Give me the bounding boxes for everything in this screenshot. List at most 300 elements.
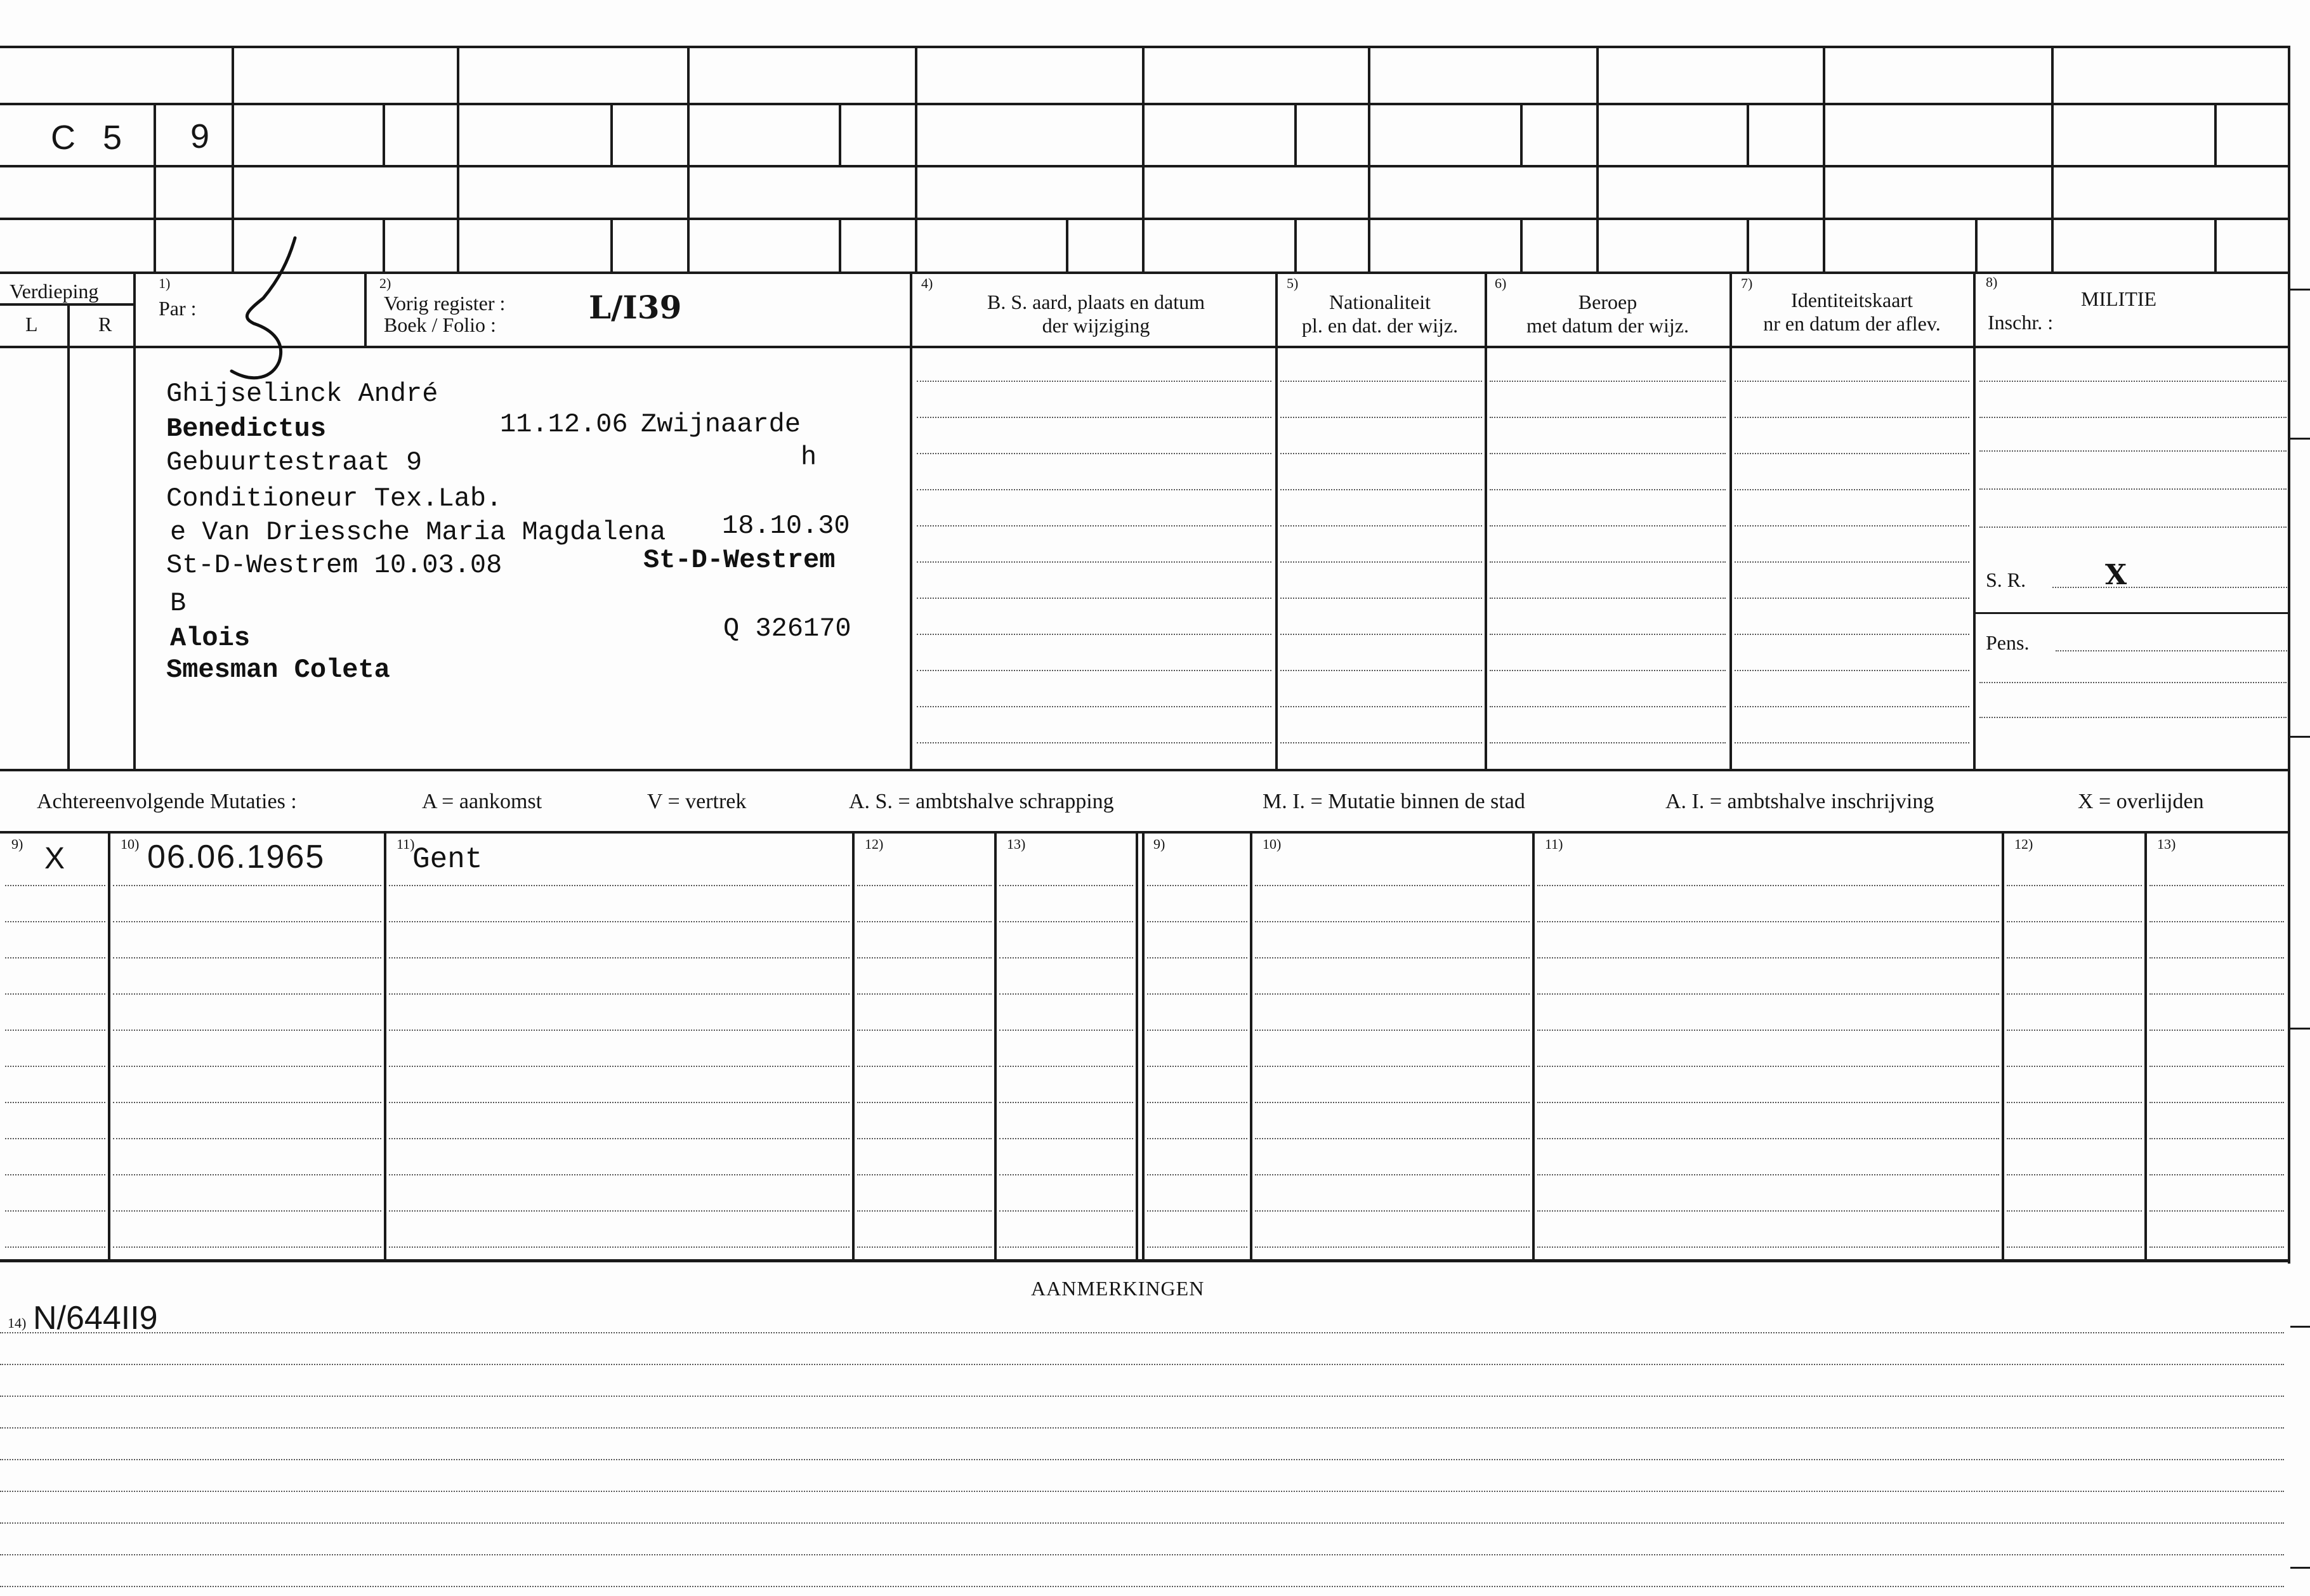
ruling-line bbox=[917, 561, 1271, 563]
mut-col-9-right: 9) bbox=[1153, 836, 1165, 852]
ruling-line bbox=[1280, 634, 1482, 635]
ruling-line bbox=[2149, 885, 2284, 886]
top-grid-subdivider bbox=[1294, 103, 1297, 165]
top-grid-subdivider bbox=[1975, 218, 1978, 271]
mutaties-title: Achtereenvolgende Mutaties : bbox=[37, 790, 297, 813]
top-grid-subdivider bbox=[1747, 218, 1749, 271]
ruling-line bbox=[389, 1138, 850, 1139]
ruling-line bbox=[5, 1246, 105, 1248]
ruling-line bbox=[1979, 527, 2287, 528]
vorig-number: 2) bbox=[379, 275, 391, 291]
nat-number: 5) bbox=[1287, 275, 1299, 291]
ruling-line bbox=[1735, 670, 1969, 671]
person-line5-date: 18.10.30 bbox=[722, 511, 850, 541]
ruling-line bbox=[999, 921, 1133, 922]
ruling-line bbox=[5, 885, 105, 886]
ruling-line bbox=[389, 957, 850, 958]
top-grid-divider bbox=[1596, 46, 1599, 271]
header-divider bbox=[1275, 271, 1278, 771]
ruling-line bbox=[2007, 885, 2142, 886]
header-divider bbox=[1973, 271, 1976, 771]
person-line6-place: St-D-Westrem 10.03.08 bbox=[166, 550, 502, 580]
ruling-line bbox=[1537, 1102, 1999, 1103]
ruling-line bbox=[1147, 921, 1247, 922]
top-grid-line bbox=[0, 103, 2290, 105]
ruling-line bbox=[1537, 885, 1999, 886]
header-divider bbox=[67, 303, 70, 771]
ruling-line bbox=[1490, 417, 1726, 418]
bs-header-line2: der wijziging bbox=[1042, 313, 1150, 337]
bs-number: 4) bbox=[921, 275, 933, 291]
top-grid-divider bbox=[1142, 46, 1145, 271]
ruling-line bbox=[1147, 957, 1247, 958]
ruling-line bbox=[1490, 561, 1726, 563]
mut-col-9: 9) bbox=[11, 836, 23, 852]
header-bottom-border bbox=[0, 346, 2290, 348]
margin-tick bbox=[2290, 736, 2310, 738]
ruling-line bbox=[857, 1210, 992, 1212]
pens-field-line bbox=[2056, 650, 2287, 651]
top-grid-subdivider bbox=[1520, 218, 1523, 271]
ruling-line bbox=[1147, 1030, 1247, 1031]
person-line8-name: Alois bbox=[170, 623, 251, 653]
ruling-line bbox=[2007, 1246, 2142, 1248]
mutation-table-top bbox=[0, 831, 2290, 834]
ruling-line bbox=[389, 1174, 850, 1175]
ruling-line bbox=[917, 525, 1271, 527]
top-grid-subdivider bbox=[839, 218, 841, 271]
header-divider bbox=[133, 271, 136, 771]
ruling-line bbox=[1537, 921, 1999, 922]
beroep-header bbox=[1487, 291, 1728, 337]
ruling-line bbox=[0, 1427, 2284, 1429]
person-line1: Ghijselinck André bbox=[166, 379, 438, 409]
ruling-line bbox=[2007, 1102, 2142, 1103]
ruling-line bbox=[1280, 561, 1482, 563]
nat-header-line1: Nationaliteit bbox=[1329, 291, 1431, 313]
signature-stroke bbox=[228, 235, 305, 387]
ruling-line bbox=[5, 993, 105, 995]
mutaties-x: X = overlijden bbox=[2078, 790, 2204, 813]
ruling-line bbox=[1735, 381, 1969, 382]
mutaties-v: V = vertrek bbox=[647, 790, 747, 813]
ruling-line bbox=[1979, 381, 2287, 382]
ruling-line bbox=[1255, 1030, 1530, 1031]
ruling-line bbox=[1537, 1138, 1999, 1139]
mutation-place: Gent bbox=[412, 843, 483, 876]
top-grid-divider bbox=[915, 46, 917, 271]
mutation-divider bbox=[384, 831, 386, 1259]
ruling-line bbox=[1735, 742, 1969, 743]
margin-tick bbox=[2290, 1028, 2310, 1030]
ruling-line bbox=[2149, 1138, 2284, 1139]
aanmerkingen-title: AANMERKINGEN bbox=[1031, 1277, 1205, 1300]
top-grid-subdivider bbox=[2214, 103, 2217, 165]
code-right: 9 bbox=[190, 117, 210, 155]
par-label: Par : bbox=[159, 297, 197, 320]
person-line4: Conditioneur Tex.Lab. bbox=[166, 483, 502, 514]
ruling-line bbox=[1735, 417, 1969, 418]
margin-tick bbox=[2290, 438, 2310, 440]
ruling-line bbox=[1537, 1030, 1999, 1031]
top-grid-subdivider bbox=[610, 103, 613, 165]
ruling-line bbox=[389, 921, 850, 922]
ruling-line bbox=[2149, 1174, 2284, 1175]
person-line9: Smesman Coleta bbox=[166, 655, 390, 685]
ruling-line bbox=[113, 1210, 381, 1212]
ruling-line bbox=[1490, 742, 1726, 743]
mutation-divider bbox=[2144, 831, 2147, 1259]
top-grid-subdivider bbox=[1066, 218, 1068, 271]
ruling-line bbox=[857, 1066, 992, 1067]
nat-header-line2: pl. en dat. der wijz. bbox=[1301, 313, 1459, 337]
ruling-line bbox=[2149, 1030, 2284, 1031]
margin-tick bbox=[2290, 1326, 2310, 1328]
ruling-line bbox=[5, 921, 105, 922]
ruling-line bbox=[917, 742, 1271, 743]
ruling-line bbox=[857, 993, 992, 995]
top-grid-divider bbox=[1823, 46, 1825, 271]
person-line2-date: 11.12.06 bbox=[500, 409, 628, 440]
ruling-line bbox=[857, 1246, 992, 1248]
mut-col-10: 10) bbox=[121, 836, 140, 852]
ruling-line bbox=[1255, 993, 1530, 995]
ruling-line bbox=[999, 1246, 1133, 1248]
ruling-line bbox=[917, 706, 1271, 707]
ruling-line bbox=[999, 1102, 1133, 1103]
bs-header bbox=[920, 291, 1272, 337]
ruling-line bbox=[1255, 1102, 1530, 1103]
top-grid-subdivider bbox=[383, 218, 385, 271]
ruling-line bbox=[917, 634, 1271, 635]
ruling-line bbox=[917, 453, 1271, 454]
ruling-line bbox=[2149, 921, 2284, 922]
ruling-line bbox=[1280, 670, 1482, 671]
ruling-line bbox=[1147, 885, 1247, 886]
ruling-line bbox=[2007, 921, 2142, 922]
ruling-line bbox=[1490, 453, 1726, 454]
mut-col-11: 11) bbox=[397, 836, 415, 852]
mutation-divider bbox=[1142, 831, 1145, 1259]
mutation-divider bbox=[1532, 831, 1535, 1259]
ruling-line bbox=[917, 598, 1271, 599]
ruling-line bbox=[1147, 1102, 1247, 1103]
ruling-line bbox=[1280, 525, 1482, 527]
mutation-date: 06.06.1965 bbox=[147, 839, 325, 875]
ruling-line bbox=[857, 885, 992, 886]
person-line3-mark: h bbox=[801, 442, 817, 473]
beroep-header-line1: Beroep bbox=[1578, 291, 1637, 313]
ruling-line bbox=[2007, 993, 2142, 995]
col-l-label: L bbox=[25, 313, 38, 336]
mutation-divider bbox=[2002, 831, 2004, 1259]
ruling-line bbox=[1735, 561, 1969, 563]
info-block-bottom bbox=[0, 769, 2290, 771]
top-grid-line bbox=[0, 218, 2290, 220]
ruling-line bbox=[1735, 634, 1969, 635]
ruling-line bbox=[0, 1332, 2284, 1333]
id-header-line1: Identiteitskaart bbox=[1791, 289, 1913, 311]
inschr-label: Inschr. : bbox=[1988, 311, 2054, 334]
ruling-line bbox=[389, 1246, 850, 1248]
ruling-line bbox=[999, 1138, 1133, 1139]
ruling-line bbox=[5, 1174, 105, 1175]
ruling-line bbox=[389, 1210, 850, 1212]
mutation-table-bottom bbox=[0, 1259, 2290, 1262]
ruling-line bbox=[1255, 1210, 1530, 1212]
top-grid-divider bbox=[154, 103, 156, 271]
sr-label: S. R. bbox=[1986, 568, 2026, 591]
mutaties-a: A = aankomst bbox=[422, 790, 542, 813]
mut-col-13-right: 13) bbox=[2157, 836, 2176, 852]
vorig-register-label: Vorig register : bbox=[384, 292, 506, 315]
ruling-line bbox=[389, 1030, 850, 1031]
beroep-number: 6) bbox=[1495, 275, 1507, 291]
ruling-line bbox=[113, 1246, 381, 1248]
ruling-line bbox=[113, 1174, 381, 1175]
ruling-line bbox=[113, 957, 381, 958]
ruling-line bbox=[2149, 1102, 2284, 1103]
ruling-line bbox=[1735, 706, 1969, 707]
mutation-divider bbox=[1250, 831, 1252, 1259]
ruling-line bbox=[1735, 598, 1969, 599]
ruling-line bbox=[1490, 381, 1726, 382]
margin-tick bbox=[2290, 1567, 2310, 1569]
ruling-line bbox=[1255, 1174, 1530, 1175]
ruling-line bbox=[857, 921, 992, 922]
beroep-header-line2: met datum der wijz. bbox=[1526, 313, 1689, 337]
sr-value: X bbox=[2105, 559, 2127, 591]
ruling-line bbox=[2007, 1174, 2142, 1175]
ruling-line bbox=[1280, 417, 1482, 418]
mut-col-11-right: 11) bbox=[1545, 836, 1563, 852]
ruling-line bbox=[113, 993, 381, 995]
top-grid-subdivider bbox=[1294, 218, 1297, 271]
mut-col-12: 12) bbox=[865, 836, 884, 852]
ruling-line bbox=[1280, 706, 1482, 707]
ruling-line bbox=[1490, 489, 1726, 490]
ruling-line bbox=[1735, 453, 1969, 454]
ruling-line bbox=[0, 1459, 2284, 1460]
person-line7: B bbox=[170, 588, 187, 618]
ruling-line bbox=[1280, 381, 1482, 382]
ruling-line bbox=[857, 957, 992, 958]
mutation-divider bbox=[994, 831, 997, 1259]
ruling-line bbox=[0, 1554, 2284, 1555]
id-header-line2: nr en datum der aflev. bbox=[1763, 311, 1941, 335]
ruling-line bbox=[1490, 525, 1726, 527]
ruling-line bbox=[1255, 1246, 1530, 1248]
ruling-line bbox=[2007, 957, 2142, 958]
top-grid-subdivider bbox=[383, 103, 385, 165]
ruling-line bbox=[1147, 1210, 1247, 1212]
header-top-border bbox=[0, 271, 2290, 274]
verdieping-line bbox=[0, 303, 133, 306]
ruling-line bbox=[999, 1210, 1133, 1212]
col-r-label: R bbox=[98, 313, 112, 336]
ruling-line bbox=[0, 1586, 2284, 1587]
margin-tick bbox=[2290, 289, 2310, 291]
top-border bbox=[0, 46, 2290, 48]
ruling-line bbox=[857, 1174, 992, 1175]
header-divider bbox=[910, 271, 912, 771]
mutaties-mi: M. I. = Mutatie binnen de stad bbox=[1263, 790, 1525, 813]
ruling-line bbox=[1147, 993, 1247, 995]
ruling-line bbox=[1537, 1066, 1999, 1067]
top-grid-divider bbox=[687, 46, 690, 271]
top-grid-divider bbox=[457, 46, 459, 271]
ruling-line bbox=[2007, 1030, 2142, 1031]
ruling-line bbox=[2007, 1210, 2142, 1212]
ruling-line bbox=[0, 1396, 2284, 1397]
top-grid-subdivider bbox=[839, 103, 841, 165]
ruling-line bbox=[5, 1030, 105, 1031]
pens-label: Pens. bbox=[1986, 631, 2030, 654]
ruling-line bbox=[917, 417, 1271, 418]
militie-divider bbox=[1974, 612, 2289, 614]
mut-col-13: 13) bbox=[1007, 836, 1026, 852]
ruling-line bbox=[1979, 488, 2287, 490]
ruling-line bbox=[1280, 489, 1482, 490]
mut-col-10-right: 10) bbox=[1263, 836, 1282, 852]
ruling-line bbox=[1490, 598, 1726, 599]
ruling-line bbox=[1490, 706, 1726, 707]
ruling-line bbox=[857, 1030, 992, 1031]
top-grid-line bbox=[0, 165, 2290, 167]
ruling-line bbox=[1147, 1174, 1247, 1175]
ruling-line bbox=[1255, 1138, 1530, 1139]
mutation-divider bbox=[1136, 831, 1138, 1259]
mutaties-as: A. S. = ambtshalve schrapping bbox=[849, 790, 1114, 813]
ruling-line bbox=[1490, 670, 1726, 671]
person-line8-number: Q 326170 bbox=[723, 613, 851, 644]
ruling-line bbox=[857, 1102, 992, 1103]
ruling-line bbox=[1490, 634, 1726, 635]
id-number: 7) bbox=[1741, 275, 1753, 291]
ruling-line bbox=[389, 885, 850, 886]
ruling-line bbox=[1255, 957, 1530, 958]
person-line6-place2: St-D-Westrem bbox=[643, 545, 836, 575]
ruling-line bbox=[917, 381, 1271, 382]
boek-folio-label: Boek / Folio : bbox=[384, 313, 496, 336]
ruling-line bbox=[1537, 1174, 1999, 1175]
header-divider bbox=[364, 271, 367, 346]
ruling-line bbox=[113, 921, 381, 922]
person-line2-place: Zwijnaarde bbox=[641, 409, 801, 440]
top-grid-divider bbox=[2051, 46, 2054, 271]
id-header bbox=[1732, 289, 1972, 336]
ruling-line bbox=[1979, 717, 2287, 718]
ruling-line bbox=[999, 993, 1133, 995]
ruling-line bbox=[1147, 1066, 1247, 1067]
mutation-type: X bbox=[44, 842, 65, 875]
militie-number: 8) bbox=[1986, 274, 1998, 290]
right-border bbox=[2288, 46, 2290, 1264]
ruling-line bbox=[113, 1138, 381, 1139]
top-grid-divider bbox=[1368, 46, 1370, 271]
ruling-line bbox=[5, 957, 105, 958]
ruling-line bbox=[1537, 993, 1999, 995]
top-grid-subdivider bbox=[1747, 103, 1749, 165]
ruling-line bbox=[113, 1030, 381, 1031]
mut-col-12-right: 12) bbox=[2014, 836, 2033, 852]
ruling-line bbox=[389, 1102, 850, 1103]
ruling-line bbox=[999, 1030, 1133, 1031]
ruling-line bbox=[1979, 682, 2287, 683]
ruling-line bbox=[113, 1066, 381, 1067]
top-grid-subdivider bbox=[2214, 218, 2217, 271]
ruling-line bbox=[2007, 1066, 2142, 1067]
ruling-line bbox=[1280, 453, 1482, 454]
header-divider bbox=[1485, 271, 1487, 771]
mutation-divider bbox=[108, 831, 110, 1259]
ruling-line bbox=[1255, 921, 1530, 922]
ruling-line bbox=[0, 1364, 2284, 1365]
ruling-line bbox=[5, 1066, 105, 1067]
ruling-line bbox=[113, 1102, 381, 1103]
ruling-line bbox=[1255, 885, 1530, 886]
militie-label: MILITIE bbox=[2081, 287, 2157, 310]
top-grid-subdivider bbox=[610, 218, 613, 271]
verdieping-label: Verdieping bbox=[10, 280, 99, 303]
ruling-line bbox=[1979, 450, 2287, 452]
mutaties-ai: A. I. = ambtshalve inschrijving bbox=[1665, 790, 1934, 813]
nat-header bbox=[1278, 291, 1482, 337]
ruling-line bbox=[1280, 742, 1482, 743]
top-grid-subdivider bbox=[1520, 103, 1523, 165]
ruling-line bbox=[917, 489, 1271, 490]
ruling-line bbox=[5, 1102, 105, 1103]
bs-header-line1: B. S. aard, plaats en datum bbox=[987, 291, 1205, 313]
ruling-line bbox=[1537, 957, 1999, 958]
ruling-line bbox=[1147, 1138, 1247, 1139]
mutation-divider bbox=[852, 831, 855, 1259]
ruling-line bbox=[0, 1491, 2284, 1492]
ruling-line bbox=[1735, 525, 1969, 527]
person-line3-street: Gebuurtestraat 9 bbox=[166, 447, 423, 478]
vorig-register-value: L/I39 bbox=[589, 289, 682, 326]
ruling-line bbox=[1147, 1246, 1247, 1248]
ruling-line bbox=[999, 957, 1133, 958]
ruling-line bbox=[1280, 598, 1482, 599]
ruling-line bbox=[113, 885, 381, 886]
ruling-line bbox=[2149, 993, 2284, 995]
ruling-line bbox=[5, 1210, 105, 1212]
remarks-number: 14) bbox=[8, 1315, 27, 1331]
par-number: 1) bbox=[159, 275, 171, 291]
ruling-line bbox=[999, 1066, 1133, 1067]
ruling-line bbox=[0, 1522, 2284, 1524]
ruling-line bbox=[2007, 1138, 2142, 1139]
ruling-line bbox=[1537, 1246, 1999, 1248]
ruling-line bbox=[1255, 1066, 1530, 1067]
header-divider bbox=[1729, 271, 1732, 771]
ruling-line bbox=[1537, 1210, 1999, 1212]
ruling-line bbox=[389, 993, 850, 995]
ruling-line bbox=[917, 670, 1271, 671]
person-line2-name: Benedictus bbox=[166, 414, 327, 444]
ruling-line bbox=[2149, 957, 2284, 958]
ruling-line bbox=[999, 1174, 1133, 1175]
ruling-line bbox=[389, 1066, 850, 1067]
code-left: C 5 bbox=[51, 119, 131, 157]
ruling-line bbox=[1735, 489, 1969, 490]
ruling-line bbox=[2149, 1210, 2284, 1212]
ruling-line bbox=[1979, 417, 2287, 418]
sr-field-line bbox=[2052, 587, 2287, 588]
person-line5-name: e Van Driessche Maria Magdalena bbox=[170, 517, 666, 547]
ruling-line bbox=[5, 1138, 105, 1139]
